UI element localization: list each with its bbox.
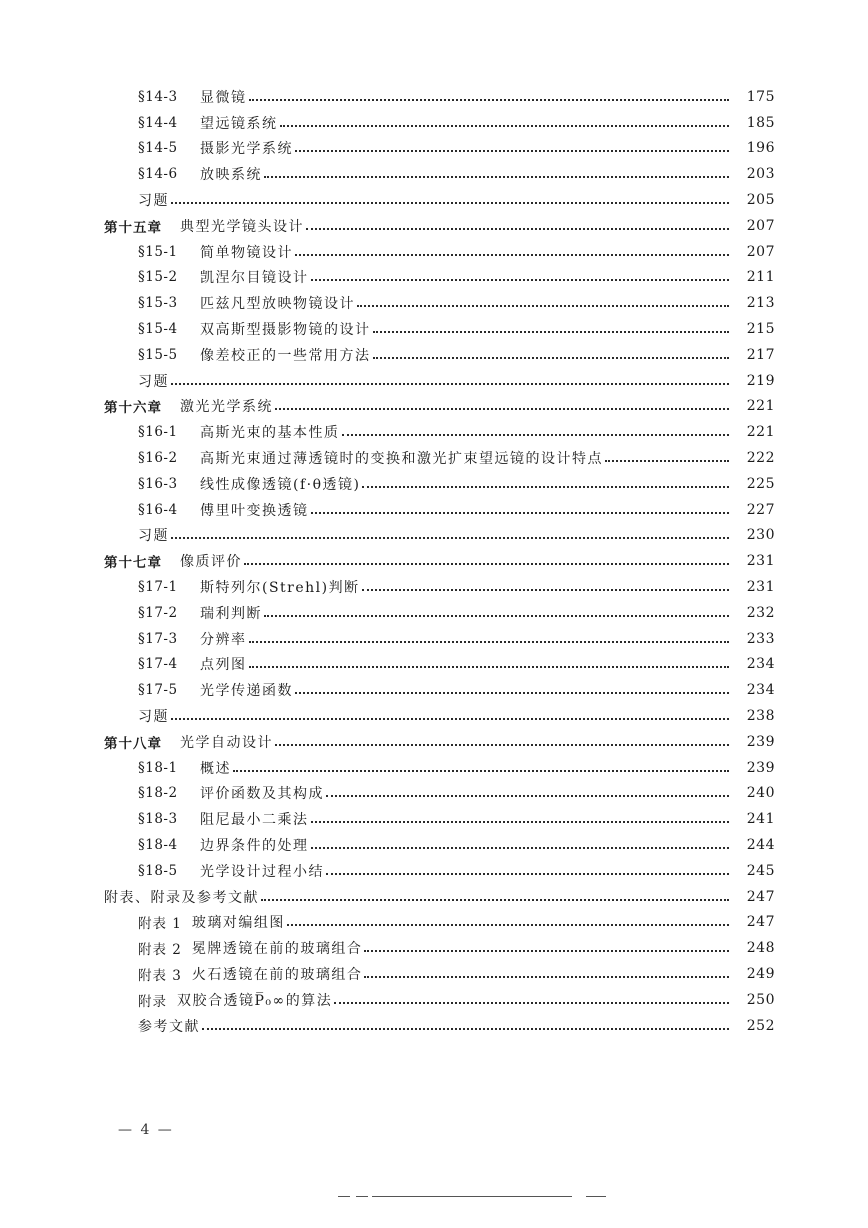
- toc-entry-page: 238: [732, 708, 775, 724]
- dot-leader: [326, 873, 729, 875]
- toc-entry-page: 196: [732, 140, 775, 156]
- toc-entry-title: 放映系统: [200, 167, 262, 184]
- scan-artifact: [586, 1196, 606, 1197]
- dot-leader: [306, 228, 729, 230]
- toc-entry-section[interactable]: [0, 497, 868, 523]
- toc-entry-title: 参考文献: [138, 1018, 200, 1035]
- toc-entry-leader: [138, 474, 732, 494]
- dot-leader: [311, 821, 730, 823]
- toc-entry-number: §16-1: [138, 424, 178, 441]
- dot-leader: [249, 99, 730, 101]
- toc-entry-title: 习题: [138, 709, 169, 726]
- toc-entry-number: §16-3: [138, 475, 178, 492]
- toc-entry-number: §18-4: [138, 837, 178, 853]
- toc-entry-section[interactable]: [0, 290, 868, 316]
- toc-entry-leader: [138, 242, 732, 262]
- toc-entry-number: §15-3: [138, 295, 178, 312]
- dot-leader: [311, 279, 730, 281]
- toc-entry-number: 第十六章: [104, 400, 162, 417]
- toc-entry-number: §14-3: [138, 88, 178, 105]
- toc-entry-section[interactable]: [0, 858, 868, 884]
- toc-entry-leader: [138, 706, 732, 726]
- toc-entry-section[interactable]: [0, 110, 868, 136]
- dot-leader: [233, 770, 729, 772]
- toc-entry-appendix-sub[interactable]: [0, 987, 868, 1013]
- toc-entry-section[interactable]: [0, 239, 868, 265]
- toc-entry-leader: [138, 422, 732, 442]
- dot-leader: [364, 976, 729, 978]
- toc-entry-leader: [138, 138, 732, 158]
- dot-leader: [364, 950, 729, 952]
- dot-leader: [605, 460, 729, 462]
- toc-entry-leader: [138, 603, 732, 623]
- toc-entry-title: 摄影光学系统: [200, 141, 293, 158]
- toc-entry-page: 250: [732, 992, 775, 1008]
- toc-entry-leader: [104, 732, 732, 752]
- toc-entry-title: 概述: [200, 760, 231, 777]
- toc-entry-number: §18-2: [138, 785, 178, 802]
- toc-entry-number: §17-2: [138, 604, 178, 621]
- toc-entry-leader: [104, 887, 732, 907]
- toc-entry-page: 203: [732, 166, 775, 182]
- toc-entry-appendix-sub[interactable]: [0, 910, 868, 936]
- toc-entry-number: 附表 1: [138, 916, 182, 933]
- toc-entry-appendix-sub[interactable]: [0, 961, 868, 987]
- dot-leader: [264, 176, 729, 178]
- toc-entry-title: 分辨率: [200, 631, 247, 648]
- dot-leader: [171, 202, 729, 204]
- toc-entry-section[interactable]: [0, 265, 868, 291]
- toc-entry-leader: [138, 267, 732, 287]
- toc-entry-page: 252: [732, 1018, 775, 1034]
- dot-leader: [342, 434, 730, 436]
- toc-entry-number: §15-2: [138, 269, 178, 286]
- toc-entry-section[interactable]: [0, 574, 868, 600]
- toc-entry-section[interactable]: [0, 161, 868, 187]
- toc-entry-leader: [138, 448, 732, 468]
- toc-entry-leader: [104, 396, 732, 416]
- toc-entry-leader: [138, 190, 732, 210]
- page-number: — 4 —: [118, 1122, 174, 1138]
- toc-entry-exercise[interactable]: [0, 368, 868, 394]
- toc-entry-title: 瑞利判断: [200, 605, 262, 622]
- toc-entry-page: 213: [732, 295, 775, 311]
- toc-entry-title: 光学自动设计: [180, 734, 273, 751]
- scan-artifact: [356, 1196, 368, 1197]
- toc-entry-exercise[interactable]: [0, 187, 868, 213]
- toc-entry-page: 230: [732, 527, 775, 543]
- toc-entry-number: §17-5: [138, 682, 178, 699]
- toc-entry-leader: [138, 577, 732, 597]
- toc-entry-leader: [138, 990, 732, 1010]
- toc-entry-number: §18-1: [138, 759, 178, 776]
- dot-leader: [244, 563, 729, 565]
- dot-leader: [362, 486, 729, 488]
- table-of-contents: [0, 84, 868, 1038]
- toc-entry-leader: [138, 783, 732, 803]
- toc-entry-page: 244: [732, 837, 775, 853]
- dot-leader: [295, 692, 729, 694]
- dot-leader: [261, 899, 729, 901]
- toc-entry-section[interactable]: [0, 626, 868, 652]
- toc-entry-leader: [138, 758, 732, 778]
- toc-entry-number: §18-5: [138, 862, 178, 879]
- toc-entry-section[interactable]: [0, 445, 868, 471]
- toc-entry-page: 248: [732, 940, 775, 956]
- toc-entry-title: 光学传递函数: [200, 683, 293, 700]
- toc-entry-leader: [104, 216, 732, 236]
- dot-leader: [202, 1028, 729, 1030]
- toc-entry-number: §16-4: [138, 501, 178, 518]
- toc-entry-number: §17-4: [138, 656, 178, 673]
- toc-entry-leader: [138, 938, 732, 958]
- toc-entry-page: 249: [732, 966, 775, 982]
- toc-entry-section[interactable]: [0, 677, 868, 703]
- toc-entry-title: 望远镜系统: [200, 115, 278, 132]
- toc-entry-title: 习题: [138, 528, 169, 545]
- toc-entry-title: 像质评价: [180, 554, 242, 571]
- toc-entry-leader: [138, 835, 732, 855]
- toc-entry-title: 附表、附录及参考文献: [104, 889, 259, 906]
- dot-leader: [275, 744, 729, 746]
- dot-leader: [295, 254, 729, 256]
- toc-entry-title: 点列图: [200, 657, 247, 674]
- toc-entry-leader: [138, 629, 732, 649]
- toc-entry-title: 匹兹凡型放映物镜设计: [200, 296, 355, 313]
- toc-entry-title: 斯特列尔(Strehl)判断: [200, 580, 360, 597]
- toc-entry-page: 232: [732, 605, 775, 621]
- toc-entry-section[interactable]: [0, 136, 868, 162]
- toc-entry-number: §14-4: [138, 114, 178, 131]
- dot-leader: [373, 357, 730, 359]
- toc-entry-leader: [138, 164, 732, 184]
- toc-entry-page: 247: [732, 889, 775, 905]
- toc-entry-title: 简单物镜设计: [200, 244, 293, 261]
- toc-entry-number: §18-3: [138, 811, 178, 828]
- toc-entry-leader: [138, 1016, 732, 1036]
- toc-entry-page: 231: [732, 579, 775, 595]
- dot-leader: [326, 795, 729, 797]
- toc-entry-title: 光学设计过程小结: [200, 863, 324, 880]
- toc-entry-page: 217: [732, 347, 775, 363]
- toc-entry-page: 185: [732, 115, 775, 131]
- toc-entry-exercise[interactable]: [0, 523, 868, 549]
- toc-entry-leader: [138, 87, 732, 107]
- toc-entry-leader: [138, 113, 732, 133]
- toc-entry-leader: [138, 912, 732, 932]
- toc-entry-section[interactable]: [0, 755, 868, 781]
- toc-entry-title: 高斯光束通过薄透镜时的变换和激光扩束望远镜的设计特点: [200, 451, 603, 468]
- toc-entry-page: 221: [732, 424, 775, 440]
- toc-entry-chapter[interactable]: [0, 729, 868, 755]
- toc-entry-title: 玻璃对编组图: [191, 915, 285, 932]
- toc-entry-title: 傅里叶变换透镜: [200, 502, 309, 519]
- toc-entry-title: 习题: [138, 373, 169, 390]
- toc-entry-number: 第十八章: [104, 735, 162, 752]
- dot-leader: [171, 383, 729, 385]
- dot-leader: [362, 589, 729, 591]
- dot-leader: [311, 847, 730, 849]
- toc-entry-page: 239: [732, 734, 775, 750]
- toc-entry-page: 227: [732, 502, 775, 518]
- toc-entry-section[interactable]: [0, 471, 868, 497]
- toc-entry-leader: [138, 861, 732, 881]
- toc-entry-section[interactable]: [0, 316, 868, 342]
- toc-entry-title: 习题: [138, 193, 169, 210]
- dot-leader: [264, 615, 729, 617]
- toc-entry-number: §17-1: [138, 579, 178, 596]
- toc-entry-page: 231: [732, 553, 775, 569]
- scan-artifact: [372, 1196, 572, 1197]
- dot-leader: [311, 512, 730, 514]
- toc-entry-section[interactable]: [0, 342, 868, 368]
- toc-entry-page: 219: [732, 373, 775, 389]
- toc-entry-chapter[interactable]: [0, 394, 868, 420]
- dot-leader: [249, 666, 730, 668]
- toc-entry-leader: [138, 654, 732, 674]
- toc-entry-appendix-sub[interactable]: [0, 935, 868, 961]
- toc-entry-page: 234: [732, 656, 775, 672]
- toc-entry-leader: [138, 809, 732, 829]
- toc-entry-title: 高斯光束的基本性质: [200, 425, 340, 442]
- dot-leader: [280, 125, 730, 127]
- toc-entry-leader: [138, 500, 732, 520]
- toc-entry-number: §15-1: [138, 243, 178, 260]
- toc-entry-number: §14-5: [138, 140, 178, 157]
- toc-entry-appendix-main[interactable]: [0, 884, 868, 910]
- dot-leader: [295, 150, 729, 152]
- toc-entry-number: §16-2: [138, 450, 178, 467]
- toc-entry-title: 冕牌透镜在前的玻璃组合: [191, 941, 363, 958]
- toc-entry-title: 火石透镜在前的玻璃组合: [191, 966, 363, 983]
- toc-entry-chapter[interactable]: [0, 213, 868, 239]
- toc-entry-page: 207: [732, 244, 775, 260]
- toc-entry-number: 第十五章: [104, 219, 162, 236]
- toc-entry-title: 双高斯型摄影物镜的设计: [200, 322, 371, 339]
- toc-entry-title: 阻尼最小二乘法: [200, 812, 309, 829]
- toc-entry-leader: [138, 293, 732, 313]
- toc-entry-title: 像差校正的一些常用方法: [200, 347, 371, 364]
- toc-entry-number: 附表 2: [138, 942, 182, 959]
- toc-entry-leader: [138, 525, 732, 545]
- toc-entry-title: 双胶合透镜P̅₀∞的算法: [177, 992, 333, 1009]
- toc-entry-leader: [104, 551, 732, 571]
- dot-leader: [249, 641, 730, 643]
- toc-entry-section[interactable]: [0, 84, 868, 110]
- toc-entry-leader: [138, 345, 732, 365]
- toc-entry-page: 241: [732, 811, 775, 827]
- toc-entry-number: 附表 3: [138, 967, 182, 984]
- toc-entry-number: §15-5: [138, 346, 178, 363]
- dot-leader: [171, 718, 729, 720]
- toc-entry-title: 线性成像透镜(f·θ透镜): [200, 476, 361, 493]
- dot-leader: [357, 305, 729, 307]
- toc-entry-leader: [138, 680, 732, 700]
- dot-leader: [275, 408, 729, 410]
- toc-entry-page: 205: [732, 192, 775, 208]
- toc-entry-page: 211: [732, 269, 775, 285]
- toc-entry-number: 第十七章: [104, 555, 162, 572]
- toc-entry-appendix-sub[interactable]: [0, 1013, 868, 1039]
- dot-leader: [373, 331, 730, 333]
- toc-entry-title: 显微镜: [200, 89, 247, 106]
- toc-entry-section[interactable]: [0, 781, 868, 807]
- toc-entry-section[interactable]: [0, 419, 868, 445]
- toc-entry-number: 附录: [138, 993, 167, 1010]
- toc-entry-section[interactable]: [0, 832, 868, 858]
- toc-entry-leader: [138, 964, 732, 984]
- toc-entry-page: 215: [732, 321, 775, 337]
- toc-entry-title: 边界条件的处理: [200, 838, 309, 854]
- toc-entry-leader: [138, 319, 732, 339]
- toc-entry-page: 234: [732, 682, 775, 698]
- dot-leader: [334, 1002, 729, 1004]
- toc-entry-section[interactable]: [0, 806, 868, 832]
- toc-entry-title: 激光光学系统: [180, 399, 273, 416]
- scan-artifact: [338, 1196, 350, 1197]
- toc-entry-page: 175: [732, 89, 775, 105]
- toc-entry-title: 评价函数及其构成: [200, 786, 324, 803]
- toc-entry-page: 239: [732, 760, 775, 776]
- toc-entry-page: 233: [732, 631, 775, 647]
- toc-entry-page: 225: [732, 476, 775, 492]
- toc-entry-section[interactable]: [0, 652, 868, 678]
- toc-entry-number: §17-3: [138, 630, 178, 647]
- toc-entry-page: 247: [732, 914, 775, 930]
- toc-entry-page: 221: [732, 398, 775, 414]
- toc-entry-exercise[interactable]: [0, 703, 868, 729]
- toc-entry-page: 222: [732, 450, 775, 466]
- toc-entry-page: 240: [732, 785, 775, 801]
- toc-entry-title: 典型光学镜头设计: [180, 218, 304, 235]
- toc-entry-page: 207: [732, 218, 775, 234]
- toc-entry-number: §15-4: [138, 321, 178, 338]
- dot-leader: [171, 537, 729, 539]
- toc-entry-page: 245: [732, 863, 775, 879]
- toc-entry-section[interactable]: [0, 600, 868, 626]
- toc-entry-chapter[interactable]: [0, 548, 868, 574]
- toc-entry-title: 凯涅尔目镜设计: [200, 270, 309, 287]
- dot-leader: [287, 924, 729, 926]
- toc-entry-leader: [138, 371, 732, 391]
- toc-entry-number: §14-6: [138, 166, 178, 183]
